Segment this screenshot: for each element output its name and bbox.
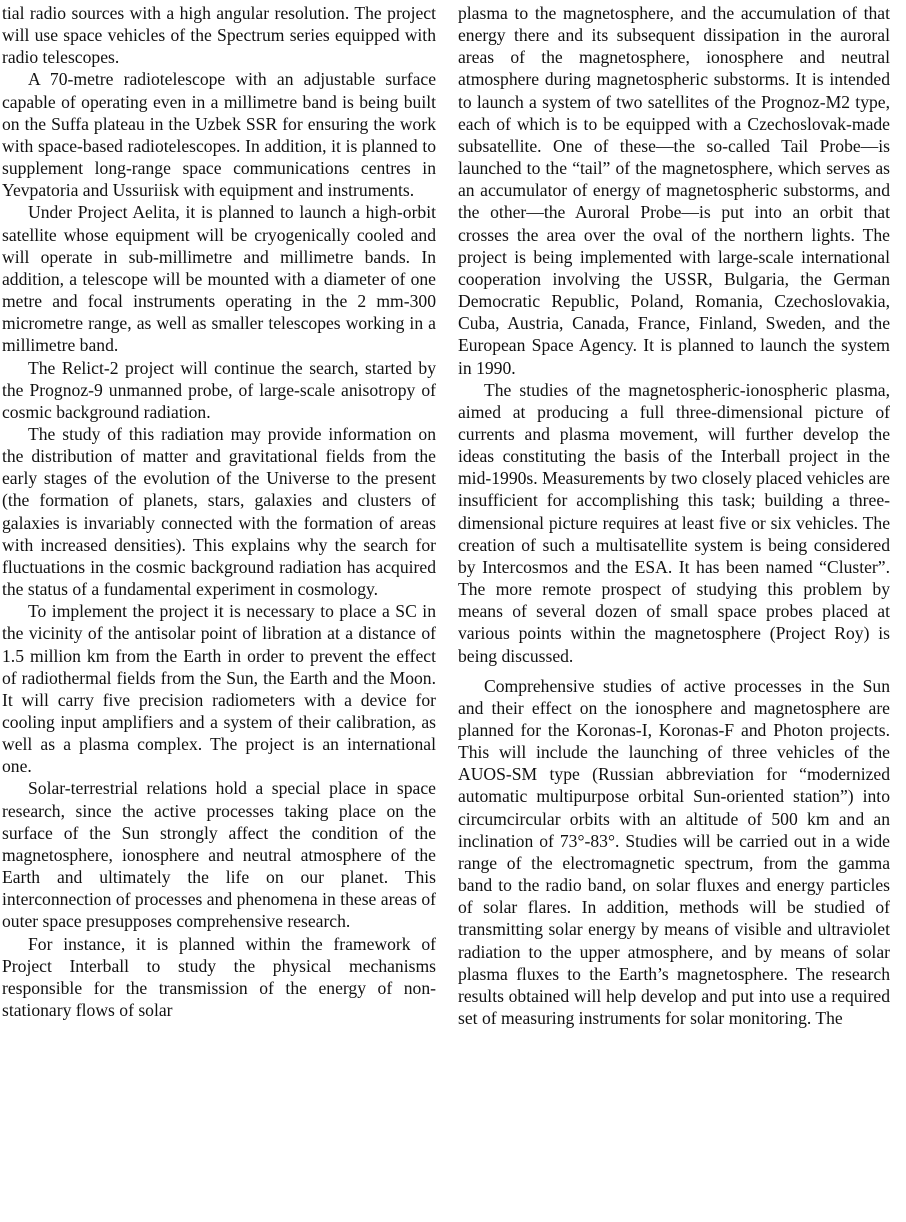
paragraph-cluster: The studies of the magnetospheric-ionospheric plasma, aimed at producing a full three-dimensional picture of currents and plasma movement, will further develop the ideas constituting the basis of the Interball project in the mid-1990s. Measurements by two closely placed vehicles are insufficient for accomplishing this task; building a three-dimensional picture requires at least five or six vehicles. The creation of such a multisatellite system is being considered by Intercosmos and the ESA. It has been named “Cluster”. The more remote prospect of studying this problem by means of several dozen of small space probes placed at various points within the magnetosphere (Project Roy) is being discussed.: [458, 379, 890, 666]
paragraph-project-aelita: Under Project Aelita, it is planned to launch a high-orbit satellite whose equipment will be cryogenically cooled and will operate in sub-millimetre and millimetre bands. In addition, a telescope will be mounted with a diameter of one metre and focal instruments operating in the 2 mm-300 micrometre range, as well as smaller telescopes working in a millimetre band.: [2, 202, 436, 356]
paragraph-cosmic-background: The study of this radiation may provide information on the distribution of matter and gravitational fields from the early stages of the evolution of the Universe to the present (the formation of planets, stars, galaxies and clusters of galaxies is invariably connected with the formation of areas with increased densities). This explains why the search for fluctuations in the cosmic background radiation has acquired the status of a fundamental experiment in cosmology.: [2, 423, 436, 600]
right-column: [458, 2, 890, 1029]
paragraph-project-interball: For instance, it is planned within the framework of Project Interball to study the physical mechanisms responsible for the transmission of the energy of non-stationary flows of solar: [2, 933, 436, 1021]
document-page: [0, 2, 906, 1222]
paragraph-spectrum-continued: tial radio sources with a high angular resolution. The project will use space vehicles of the Spectrum series equipped with radio telescopes.: [2, 3, 436, 68]
paragraph-koronas-photon: Comprehensive studies of active processes in the Sun and their effect on the ionosphere and magnetosphere are planned for the Koronas-I, Koronas-F and Photon projects. This will include the launching of three vehicles of the AUOS-SM type (Russian abbreviation for “modernized automatic multipurpose orbital Sun-oriented station”) into circumcircular orbits with an altitude of 500 km and an inclination of 73°-83°. Studies will be carried out in a wide range of the electromagnetic spectrum, from the gamma band to the radio band, on solar fluxes and energy particles of solar flares. In addition, methods will be studied of transmitting solar energy by means of visible and ultraviolet radiation to the upper atmosphere, and by means of solar plasma fluxes to the Earth’s magnetosphere. The research results obtained will help develop and put into use a required set of measuring instruments for solar monitoring. The: [458, 675, 890, 1029]
paragraph-antisolar-libration: To implement the project it is necessary to place a SC in the vicinity of the antisolar point of libration at a distance of 1.5 million km from the Earth in order to prevent the effect of radiothermal fields from the Sun, the Earth and the Moon. It will carry five precision radiometers with a device for cooling input amplifiers and a system of their calibration, as well as a plasma complex. The project is an international one.: [2, 601, 436, 777]
paragraph-interball-continued: plasma to the magnetosphere, and the accumulation of that energy there and its subsequent dissipation in the auroral areas of the magnetosphere, ionosphere and neutral atmosphere during magnetospheric substorms. It is intended to launch a system of two satellites of the Prognoz-M2 type, each of which is to be equipped with a Czechoslovak-made subsatellite. One of these—the so-called Tail Probe—is launched to the “tail” of the magnetosphere, which serves as an accumulator of energy of magnetospheric substorms, and the other—the Auroral Probe—is put into an orbit that crosses the area over the oval of the northern lights. The project is being implemented with large-scale international cooperation involving the USSR, Bulgaria, the German Democratic Republic, Poland, Romania, Czechoslovakia, Cuba, Austria, Canada, France, Finland, Sweden, and the European Space Agency. It is planned to launch the system in 1990.: [458, 3, 890, 378]
left-column: [2, 2, 436, 1021]
paragraph-suffa-radiotelescope: A 70-metre radiotelescope with an adjustable surface capable of operating even in a millimetre band is being built on the Suffa plateau in the Uzbek SSR for ensuring the work with space-based radiotelescopes. In addition, it is planned to supplement long-range space communications centres in Yevpatoria and Ussuriisk with equipment and instruments.: [2, 69, 436, 201]
paragraph-relict-2: The Relict-2 project will continue the search, started by the Prognoz-9 unmanned probe, of large-scale anisotropy of cosmic background radiation.: [2, 357, 436, 422]
paragraph-solar-terrestrial: Solar-terrestrial relations hold a special place in space research, since the active processes taking place on the surface of the Sun strongly affect the condition of the magnetosphere, ionosphere and neutral atmosphere of the Earth and ultimately the life on our planet. This interconnection of processes and phenomena in these areas of outer space presupposes comprehensive research.: [2, 778, 436, 932]
